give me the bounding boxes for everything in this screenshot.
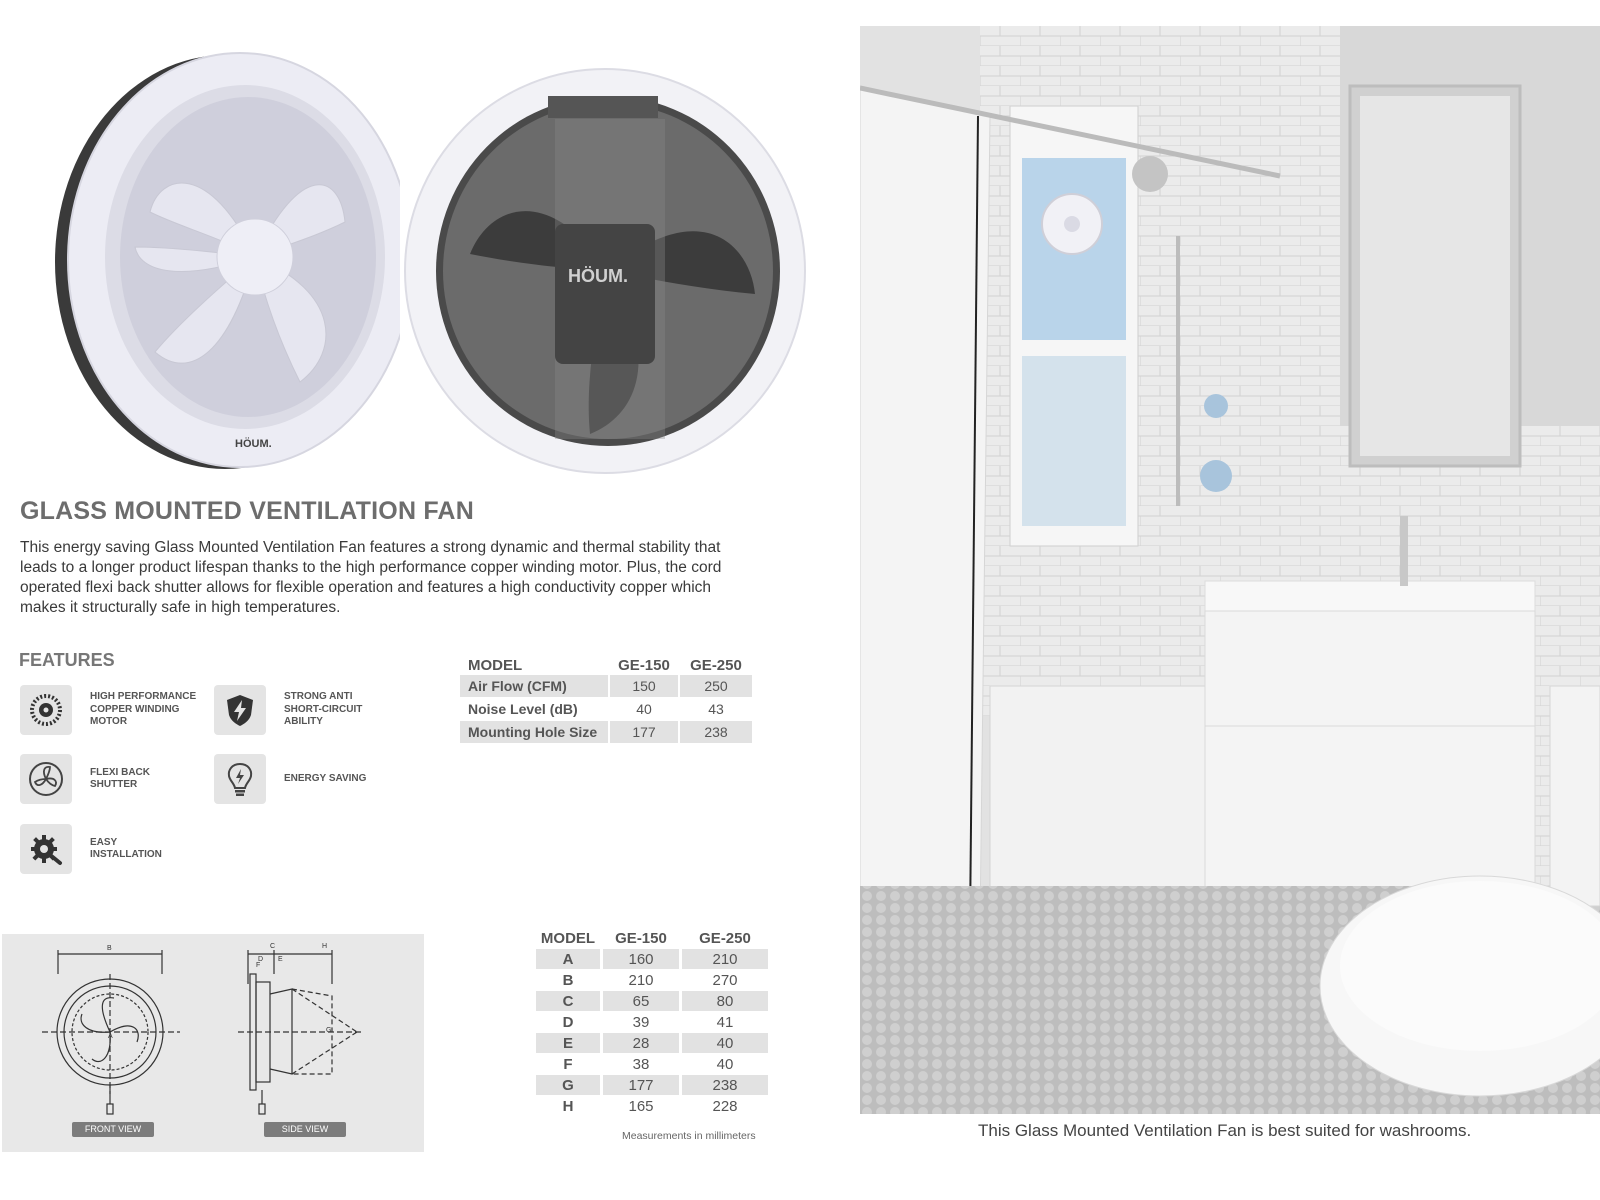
- dims-cell: 270: [712, 971, 738, 989]
- dim-letter-e: E: [278, 956, 283, 963]
- feature-item: [20, 824, 210, 874]
- spec-cell: Mounting Hole Size: [460, 721, 608, 743]
- dimensions-table: [533, 929, 771, 1117]
- side-view-label: SIDE VIEW: [264, 1122, 346, 1137]
- dim-letter-d: D: [258, 956, 264, 963]
- feature-item: [20, 685, 210, 735]
- fan-back-brand: HÖUM.: [568, 266, 628, 286]
- dims-cell: 65: [603, 991, 679, 1011]
- bathroom-photo: [860, 26, 1600, 1114]
- dims-header-model: MODEL: [540, 930, 596, 947]
- table-row: [536, 1054, 768, 1074]
- spec-cell: 150: [610, 675, 678, 697]
- spec-cell: 250: [680, 675, 752, 697]
- table-row: [536, 949, 768, 969]
- table-row: [536, 991, 768, 1011]
- dims-cell: 38: [632, 1055, 650, 1073]
- feature-label: STRONG ANTI SHORT-CIRCUIT ABILITY: [284, 691, 363, 728]
- dim-letter-c: C: [270, 943, 276, 950]
- technical-diagram: [2, 934, 424, 1152]
- table-row: [460, 675, 752, 697]
- dims-cell: G: [536, 1075, 600, 1095]
- table-row: [536, 970, 768, 990]
- bulb-icon: [214, 754, 266, 804]
- dims-cell: F: [563, 1055, 573, 1073]
- dim-letter-b: B: [107, 945, 112, 952]
- spec-cell: 238: [680, 721, 752, 743]
- spec-cell: Noise Level (dB): [468, 701, 578, 717]
- fan-front-image: [40, 52, 400, 472]
- dims-cell: 210: [628, 971, 654, 989]
- table-row: [536, 1075, 768, 1095]
- spec-cell: 43: [708, 701, 724, 717]
- front-view-label: FRONT VIEW: [72, 1122, 154, 1137]
- dim-letter-f: F: [256, 962, 261, 969]
- spec-cell: 40: [636, 701, 652, 717]
- dims-cell: 28: [603, 1033, 679, 1053]
- dims-cell: A: [536, 949, 600, 969]
- dims-cell: 228: [712, 1097, 738, 1115]
- feature-label: HIGH PERFORMANCE COPPER WINDING MOTOR: [90, 691, 197, 728]
- dims-header-ge150: GE-150: [615, 930, 667, 947]
- table-row: [536, 1096, 768, 1116]
- feature-label: EASY INSTALLATION: [90, 836, 162, 860]
- feature-item: [214, 754, 404, 804]
- dims-cell: 165: [628, 1097, 654, 1115]
- spec-header-ge250: GE-250: [690, 657, 742, 674]
- dims-cell: 177: [603, 1075, 679, 1095]
- feature-label: FLEXI BACK SHUTTER: [90, 766, 150, 790]
- gear-wrench-icon: [20, 824, 72, 874]
- spec-header-model: MODEL: [468, 657, 523, 674]
- feature-item: [214, 685, 404, 735]
- dim-letter-g: G: [326, 1027, 332, 1034]
- dims-cell: B: [562, 971, 574, 989]
- dims-cell: D: [562, 1013, 574, 1031]
- table-row: [460, 698, 752, 720]
- fan-front-brand: HÖUM.: [235, 438, 272, 450]
- fan-back-image: [400, 64, 810, 479]
- page-title: GLASS MOUNTED VENTILATION FAN: [20, 497, 474, 525]
- feature-item: [20, 754, 210, 804]
- spec-cell: Air Flow (CFM): [460, 675, 608, 697]
- photo-caption: This Glass Mounted Ventilation Fan is best suited for washrooms.: [978, 1121, 1472, 1140]
- product-description: This energy saving Glass Mounted Ventilation Fan features a strong dynamic and thermal stability that leads to a longer product lifespan thanks to the high performance copper winding motor. Plus, the cord operated flexi back shutter allows for flexible operation and features a high conductivity copper which makes it structurally safe in high temperatures.: [20, 539, 722, 616]
- shield-bolt-icon: [214, 685, 266, 735]
- dims-cell: 41: [716, 1013, 734, 1031]
- dims-header-ge250: GE-250: [699, 930, 751, 947]
- dims-cell: E: [536, 1033, 600, 1053]
- features-heading: FEATURES: [19, 650, 115, 670]
- spec-header-ge150: GE-150: [618, 657, 670, 674]
- diagram-drawing: [2, 934, 424, 1152]
- table-row: [460, 721, 752, 743]
- measurements-note: Measurements in millimeters: [622, 1130, 756, 1142]
- dims-cell: 40: [716, 1055, 734, 1073]
- spec-cell: 177: [610, 721, 678, 743]
- table-row: [536, 1012, 768, 1032]
- dim-letter-a: A: [108, 1033, 113, 1040]
- dims-cell: 160: [603, 949, 679, 969]
- feature-label: ENERGY SAVING: [284, 772, 367, 784]
- dim-letter-h: H: [322, 943, 328, 950]
- bathroom-illustration: [860, 26, 1600, 1114]
- dims-cell: 210: [682, 949, 768, 969]
- dims-cell: 40: [682, 1033, 768, 1053]
- dims-cell: C: [536, 991, 600, 1011]
- fan-icon: [20, 754, 72, 804]
- dims-cell: 39: [632, 1013, 650, 1031]
- motor-icon: [20, 685, 72, 735]
- dims-cell: H: [562, 1097, 574, 1115]
- dims-cell: 238: [682, 1075, 768, 1095]
- table-row: [536, 1033, 768, 1053]
- dims-cell: 80: [682, 991, 768, 1011]
- spec-table: [458, 656, 754, 744]
